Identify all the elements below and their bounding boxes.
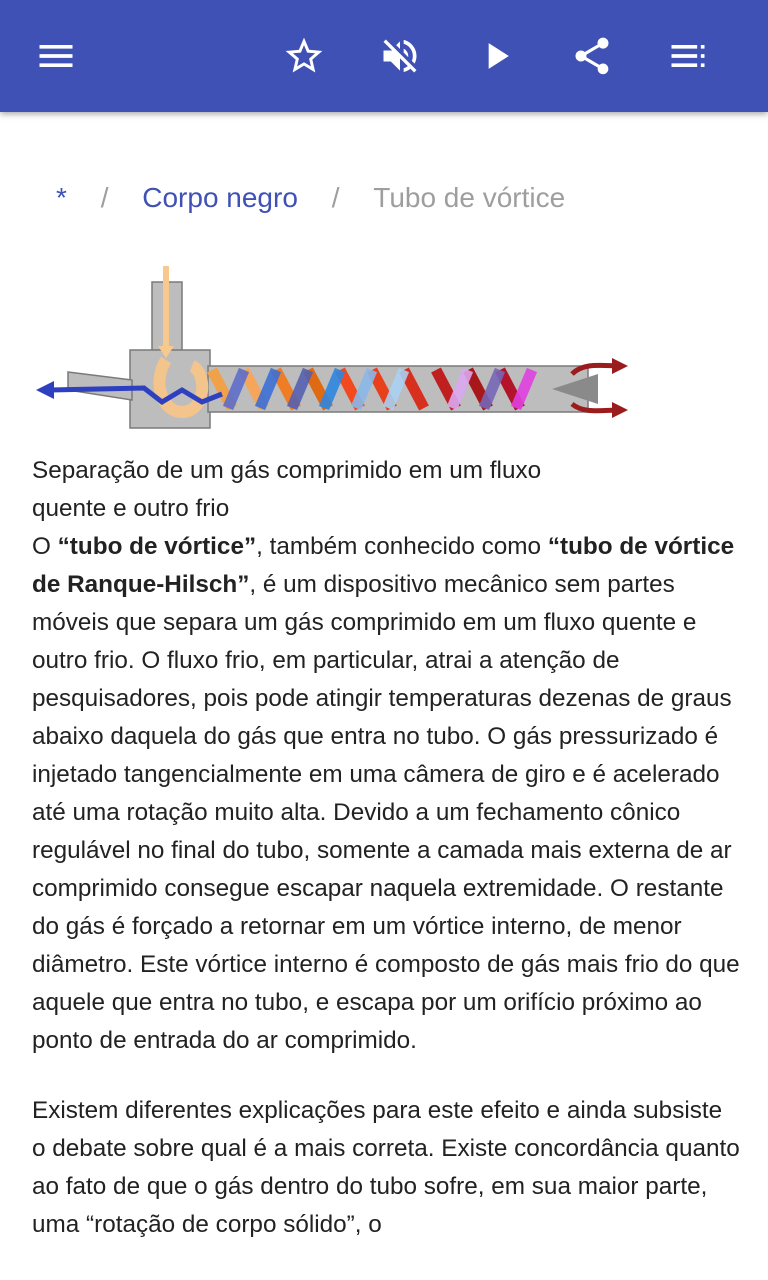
app-toolbar: [0, 0, 768, 112]
breadcrumb-root-link[interactable]: *: [56, 182, 67, 213]
article-paragraph: Existem diferentes explicações para este efeito e ainda subsiste o debate sobre qual é a mais correta. Existe concordância quanto ao fato de que o gás dentro do tubo sofre, em sua maior parte, uma “rotação de corpo sólido”, o: [32, 1097, 740, 1238]
text-run: , é um dispositivo mecânico sem partes móveis que separa um gás comprimido em um fluxo quente e outro frio. O fluxo frio, em particular, atrai a atenção de pesquisadores, pois pode atingir temperaturas dezenas de graus abaixo daquela do gás que entra no tubo. O gás pressurizado é injetado tangencialmente em uma câmera de giro e é acelerado até uma rotação muito alta. Devido a um fechamento cônico regulável no final do tubo, somente a camada mais externa de ar comprimido consegue escapar naquela extremidade. O restante do gás é forçado a retornar em um vórtice interno, de menor diâmetro. Este vórtice interno é composto de gás mais frio do que aquele que entra no tubo, e escapa por um orifício próximo ao ponto de entrada do ar comprimido.: [32, 571, 740, 1054]
list-icon[interactable]: [662, 30, 714, 82]
bold-term: “tubo de vórtice”: [57, 533, 257, 560]
bold-term: “tubo de vórtice de Ranque-Hilsch”: [32, 533, 735, 598]
figure-caption-line: quente e outro frio: [32, 495, 230, 522]
article-paragraph: [32, 528, 740, 1060]
menu-icon[interactable]: [30, 30, 82, 82]
figure-caption: [32, 452, 740, 528]
text-run: , também conhecido como: [256, 533, 548, 560]
figure-caption-line: Separação de um gás comprimido em um fluxo: [32, 457, 542, 484]
play-icon[interactable]: [470, 30, 522, 82]
breadcrumb-current: Tubo de vórtice: [373, 182, 566, 213]
vortex-tube-figure[interactable]: [32, 262, 632, 432]
breadcrumb-parent-link[interactable]: Corpo negro: [142, 182, 298, 213]
volume-off-icon[interactable]: [374, 30, 426, 82]
star-icon[interactable]: [278, 30, 330, 82]
text-run: O: [32, 533, 58, 560]
vortex-tube-diagram: [32, 262, 632, 432]
share-icon[interactable]: [566, 30, 618, 82]
breadcrumb: [56, 178, 565, 218]
breadcrumb-separator: /: [331, 182, 340, 213]
article-content: [32, 452, 740, 1244]
breadcrumb-separator: /: [100, 182, 109, 213]
